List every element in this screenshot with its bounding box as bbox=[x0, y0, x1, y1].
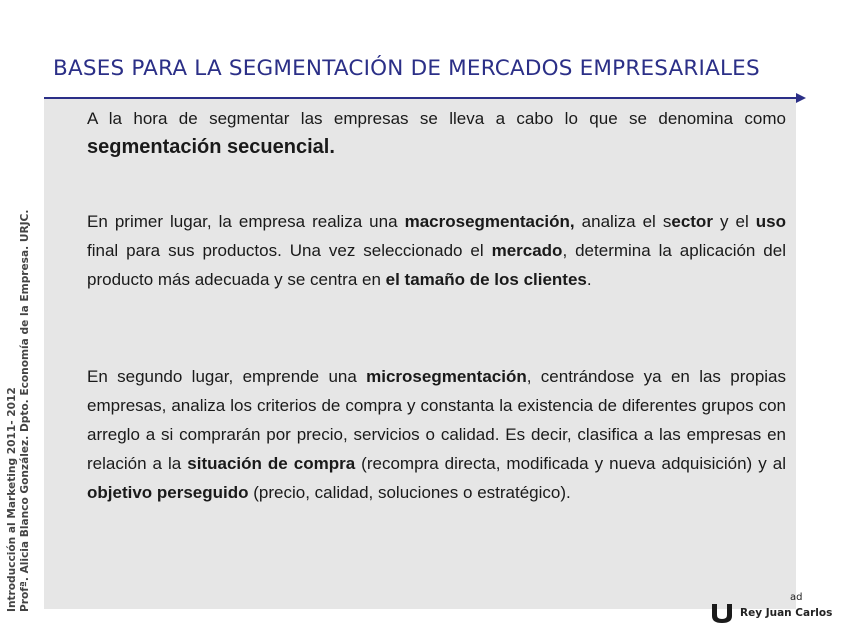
university-logo bbox=[706, 590, 846, 630]
paragraph-microsegmentation: En segundo lugar, emprende una microsegmentación, centrándose ya en las propias empresas, analiza los criterios de compra y constanta la existencia de diferentes grupos con arreglo a si comprarán por precio, servicios o calidad. Es decir, clasifica a las empresas en relación a la situación de compra (recompra directa, modificada y nueva adquisición) y al objetivo perseguido (precio, calidad, soluciones o estratégico). bbox=[87, 367, 786, 502]
university-logo-icon bbox=[710, 602, 734, 624]
logo-text-top: ad bbox=[790, 592, 803, 603]
course-name: Introducción al Marketing 2011- 2012 bbox=[6, 387, 18, 612]
logo-text-bottom: Rey Juan Carlos bbox=[740, 607, 833, 619]
paragraph-intro: A la hora de segmentar las empresas se lleva a cabo lo que se denomina como segmentación secuencial. bbox=[87, 109, 786, 158]
arrow-head-icon bbox=[796, 93, 806, 103]
author-credit: Profª. Alicia Blanco González. Dpto. Economía de la Empresa. URJC. bbox=[19, 209, 31, 612]
content-panel bbox=[44, 99, 796, 609]
page-title: BASES PARA LA SEGMENTACIÓN DE MERCADOS EMPRESARIALES bbox=[53, 56, 760, 81]
course-credits bbox=[6, 192, 32, 612]
paragraph-macrosegmentation: En primer lugar, la empresa realiza una macrosegmentación, analiza el sector y el uso final para sus productos. Una vez seleccionado el mercado, determina la aplicación del producto más adecuada y se centra en el tamaño de los clientes. bbox=[87, 212, 786, 289]
